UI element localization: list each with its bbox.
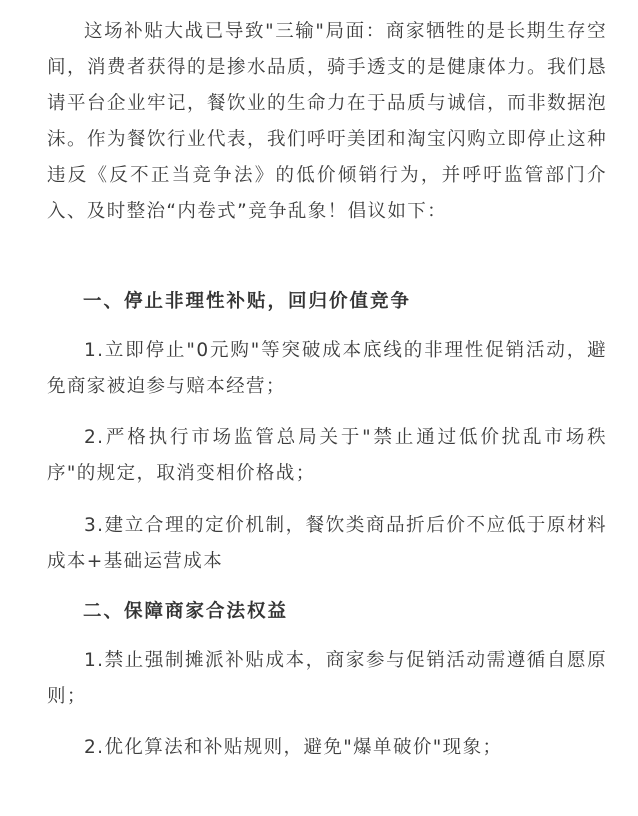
intro-paragraph: 这场补贴大战已导致"三输"局面：商家牺牲的是长期生存空间，消费者获得的是掺水品质，骑手透支的是健康体力。我们恳请平台企业牢记，餐饮业的生命力在于品质与诚信，而非数据泡沫。作为餐饮行业代表，我们呼吁美团和淘宝闪购立即停止这种违反《反不正当竞争法》的低价倾销行为，并呼吁监管部门介入、及时整治“内卷式”竞争乱象！倡议如下： bbox=[47, 21, 607, 222]
section-heading-1: 一、停止非理性补贴，回归价值竞争 bbox=[83, 291, 412, 312]
section2-item-1: 1.禁止强制摊派补贴成本，商家参与促销活动需遵循自愿原则； bbox=[47, 650, 607, 707]
section1-item-1: 1.立即停止"0元购"等突破成本底线的非理性促销活动，避免商家被迫参与赔本经营； bbox=[47, 340, 607, 397]
section1-item-2: 2.严格执行市场监管总局关于"禁止通过低价扰乱市场秩序"的规定，取消变相价格战； bbox=[47, 427, 607, 484]
section1-item-3: 3.建立合理的定价机制，餐饮类商品折后价不应低于原材料成本+基础运营成本 bbox=[47, 515, 607, 572]
section-heading-2: 二、保障商家合法权益 bbox=[83, 601, 289, 622]
section2-item-2: 2.优化算法和补贴规则，避免"爆单破价"现象； bbox=[84, 737, 503, 758]
